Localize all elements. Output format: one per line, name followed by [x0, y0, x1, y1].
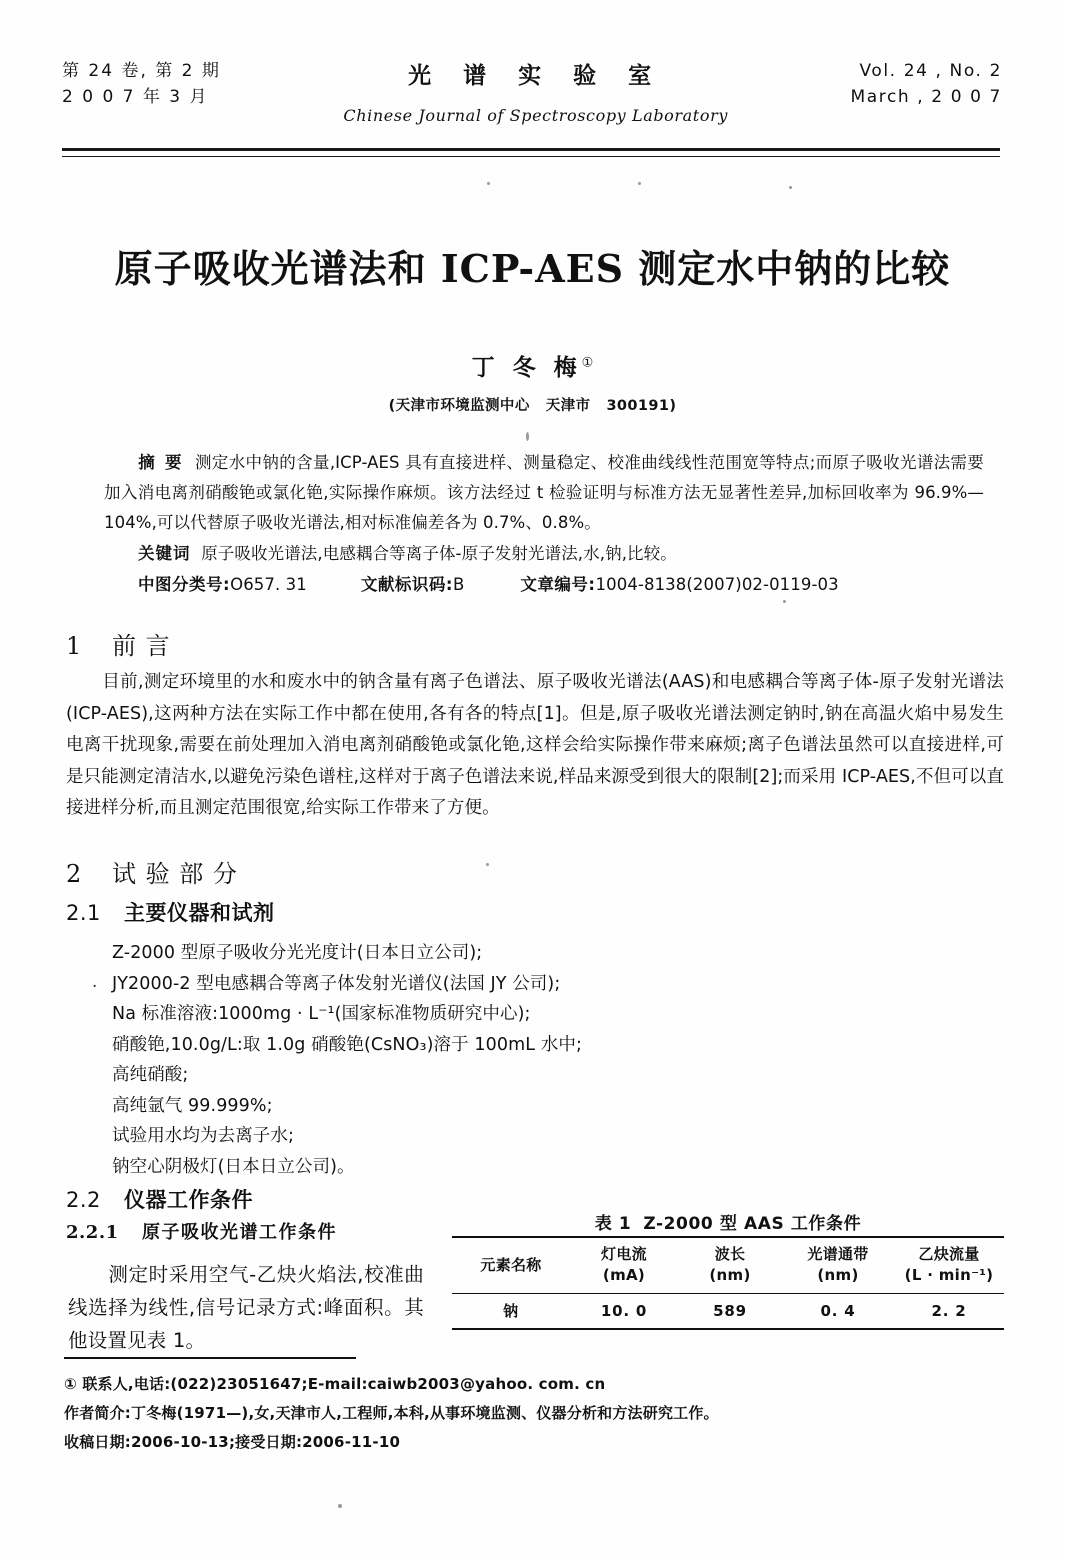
table-cell-bandpass: 0. 4 [820, 1301, 856, 1320]
clc-label: 中图分类号: [138, 575, 231, 594]
table-cell-lamp-current: 10. 0 [600, 1301, 648, 1320]
table-column-header-name: 波长 [714, 1245, 746, 1263]
heading-introduction-number: 1 [66, 632, 83, 660]
heading-experimental-number: 2 [66, 860, 83, 888]
list-item: 高纯硝酸; [112, 1065, 189, 1085]
running-head [62, 58, 1002, 128]
heading-aas-conditions-number: 2.2.1 [66, 1222, 119, 1243]
table-head [452, 1237, 1004, 1294]
table-column-header-unit: (nm) [709, 1266, 751, 1284]
heading-aas-conditions [66, 1218, 337, 1244]
clc-number [138, 570, 307, 600]
masthead-center [343, 59, 728, 128]
heading-working-conditions [66, 1184, 253, 1214]
abstract-text: 测定水中钠的含量,ICP-AES 具有直接进样、测量稳定、校准曲线线性范围宽等特点;而原子吸收光谱法需要加入消电离剂硝酸铯或氯化铯,实际操作麻烦。该方法经过 t 检验证明与标准方法无显著性差异,加标回收率为 96.9%—104%,可以代替原子吸收光谱法,相对标准偏差各为 0.7%、0.8%。 [104, 453, 984, 532]
affiliation-city: 天津市 [545, 398, 591, 414]
table-column-header-name: 光谱通带 [807, 1245, 869, 1263]
list-item: 高纯氩气 99.999%; [112, 1095, 273, 1116]
table-column-header-name: 灯电流 [601, 1245, 647, 1263]
article-id-value: 1004-8138(2007)02-0119-03 [595, 575, 839, 594]
footnote-block [64, 1370, 994, 1457]
reagents-list [112, 938, 582, 1182]
table-column-header-unit: (mA) [602, 1266, 646, 1284]
scan-speckle [487, 182, 490, 185]
abstract-paragraph [104, 448, 984, 538]
list-item: Na 标准溶液:1000mg · L⁻¹(国家标准物质研究中心); [112, 1004, 531, 1024]
table-column-header-unit: (nm) [817, 1266, 859, 1284]
introduction-text: 目前,测定环境里的水和废水中的钠含量有离子色谱法、原子吸收光谱法(AAS)和电感耦合等离子体-原子发射光谱法(ICP-AES),这两种方法在实际工作中都在使用,各有各的特点[1]。但是,原子吸收光谱法测定钠时,钠在高温火焰中易发生电离干扰现象,需要在前处理加入消电离剂硝酸铯或氯化铯,这样会给实际操作带来麻烦;离子色谱法虽然可以直接进样,可是只能测定清洁水,以避免污染色谱柱,这样对于离子色谱法来说,样品来源受到很大的限制[2];而采用 ICP-AES,不但可以直接进样分析,而且测定范围很宽,给实际工作带来了方便。 [66, 672, 1004, 818]
table-cell-acetylene-flow: 2. 2 [931, 1301, 967, 1320]
list-item: 试验用水均为去离子水; [112, 1126, 294, 1146]
aas-conditions-text: 测定时采用空气-乙炔火焰法,校准曲线选择为线性,信号记录方式:峰面积。其他设置见表 1。 [68, 1263, 424, 1352]
heading-instruments-reagents-label: 主要仪器和试剂 [124, 901, 275, 925]
doc-code-label: 文献标识码: [360, 575, 453, 594]
footnote-author-bio: 作者简介:丁冬梅(1971—),女,天津市人,工程师,本科,从事环境监测、仪器分析和方法研究工作。 [64, 1404, 719, 1422]
table-column-header [782, 1237, 894, 1294]
footnote-contact: ① 联系人,电话:(022)23051647;E-mail:caiwb2003@yahoo. com. cn [64, 1375, 606, 1393]
abstract-label: 摘 要 [138, 453, 184, 472]
masthead-right [850, 58, 1002, 111]
keywords-text: 原子吸收光谱法,电感耦合等离子体-原子发射光谱法,水,钠,比较。 [201, 544, 677, 563]
scan-artifact-dot: · [92, 977, 98, 997]
affiliation-zip: 300191) [606, 398, 677, 414]
table-column-header-name: 乙炔流量 [918, 1245, 980, 1263]
table-caption [452, 1209, 1004, 1234]
author-affiliation [0, 394, 1065, 415]
heading-experimental [66, 854, 238, 889]
table-column-header [894, 1237, 1004, 1294]
doc-code-value: B [453, 575, 465, 594]
table-body [452, 1294, 1004, 1330]
scan-speckle [638, 182, 641, 185]
keywords-line [104, 539, 984, 569]
heading-aas-conditions-label: 原子吸收光谱工作条件 [142, 1222, 337, 1243]
heading-introduction [66, 626, 171, 661]
clc-value: O657. 31 [230, 575, 307, 594]
author-footnote-marker: ① [581, 355, 594, 371]
table-header-row [452, 1237, 1004, 1294]
heading-instruments-reagents [66, 897, 275, 927]
table-column-header [570, 1237, 678, 1294]
masthead-left [62, 58, 221, 111]
table-column-header [678, 1237, 782, 1294]
issue-date-cn: 2 0 0 7 年 3 月 [62, 87, 209, 108]
scan-speckle [789, 186, 792, 189]
journal-title-en: Chinese Journal of Spectroscopy Laboratory [343, 105, 728, 125]
page-title: 原子吸收光谱法和 ICP-AES 测定水中钠的比较 [114, 246, 951, 291]
footnote-divider [64, 1357, 356, 1359]
scan-speckle [338, 1504, 342, 1508]
heading-introduction-label: 前 言 [112, 632, 171, 660]
abstract-block [104, 448, 984, 600]
article-id-label: 文章编号: [520, 575, 596, 594]
list-item: 钠空心阴极灯(日本日立公司)。 [112, 1156, 355, 1177]
table-row [452, 1294, 1004, 1330]
table-cell-element: 钠 [503, 1302, 519, 1320]
author-name-text: 丁 冬 梅 [471, 354, 582, 381]
aas-conditions-paragraph [68, 1258, 424, 1357]
keywords-label: 关键词 [138, 544, 191, 563]
aas-conditions-table [452, 1236, 1004, 1330]
masthead-divider [62, 148, 1000, 157]
author-name [0, 349, 1065, 382]
volume-issue-en: Vol. 24 , No. 2 [859, 61, 1002, 81]
article-id [520, 570, 838, 600]
table-column-header-unit: (L · min⁻¹) [904, 1266, 994, 1284]
scan-speckle [526, 432, 529, 441]
classification-line [104, 570, 984, 600]
scan-speckle [783, 600, 786, 603]
table-cell-wavelength: 589 [713, 1301, 747, 1320]
heading-working-conditions-label: 仪器工作条件 [124, 1188, 253, 1212]
journal-title-cn: 光 谱 实 验 室 [408, 63, 664, 89]
table-column-header [452, 1237, 570, 1294]
introduction-paragraph [66, 667, 1004, 825]
list-item: JY2000-2 型电感耦合等离子体发射光谱仪(法国 JY 公司); [112, 973, 561, 994]
document-code [361, 570, 465, 600]
footnote-dates: 收稿日期:2006-10-13;接受日期:2006-11-10 [64, 1433, 401, 1451]
list-item: Z-2000 型原子吸收分光光度计(日本日立公司); [112, 943, 483, 963]
heading-working-conditions-number: 2.2 [66, 1188, 101, 1212]
scan-speckle [486, 863, 489, 866]
table-caption-number: 表 1 [594, 1214, 632, 1234]
heading-experimental-label: 试 验 部 分 [112, 860, 238, 888]
list-item: 硝酸铯,10.0g/L:取 1.0g 硝酸铯(CsNO₃)溶于 100mL 水中; [112, 1034, 582, 1055]
table-caption-text: Z-2000 型 AAS 工作条件 [643, 1214, 862, 1234]
table-column-header-name: 元素名称 [480, 1255, 542, 1274]
issue-date-en: March , 2 0 0 7 [850, 87, 1002, 108]
volume-issue: 第 24 卷, 第 2 期 [62, 61, 221, 81]
affiliation-org: (天津市环境监测中心 [388, 398, 530, 414]
heading-instruments-reagents-number: 2.1 [66, 901, 101, 925]
